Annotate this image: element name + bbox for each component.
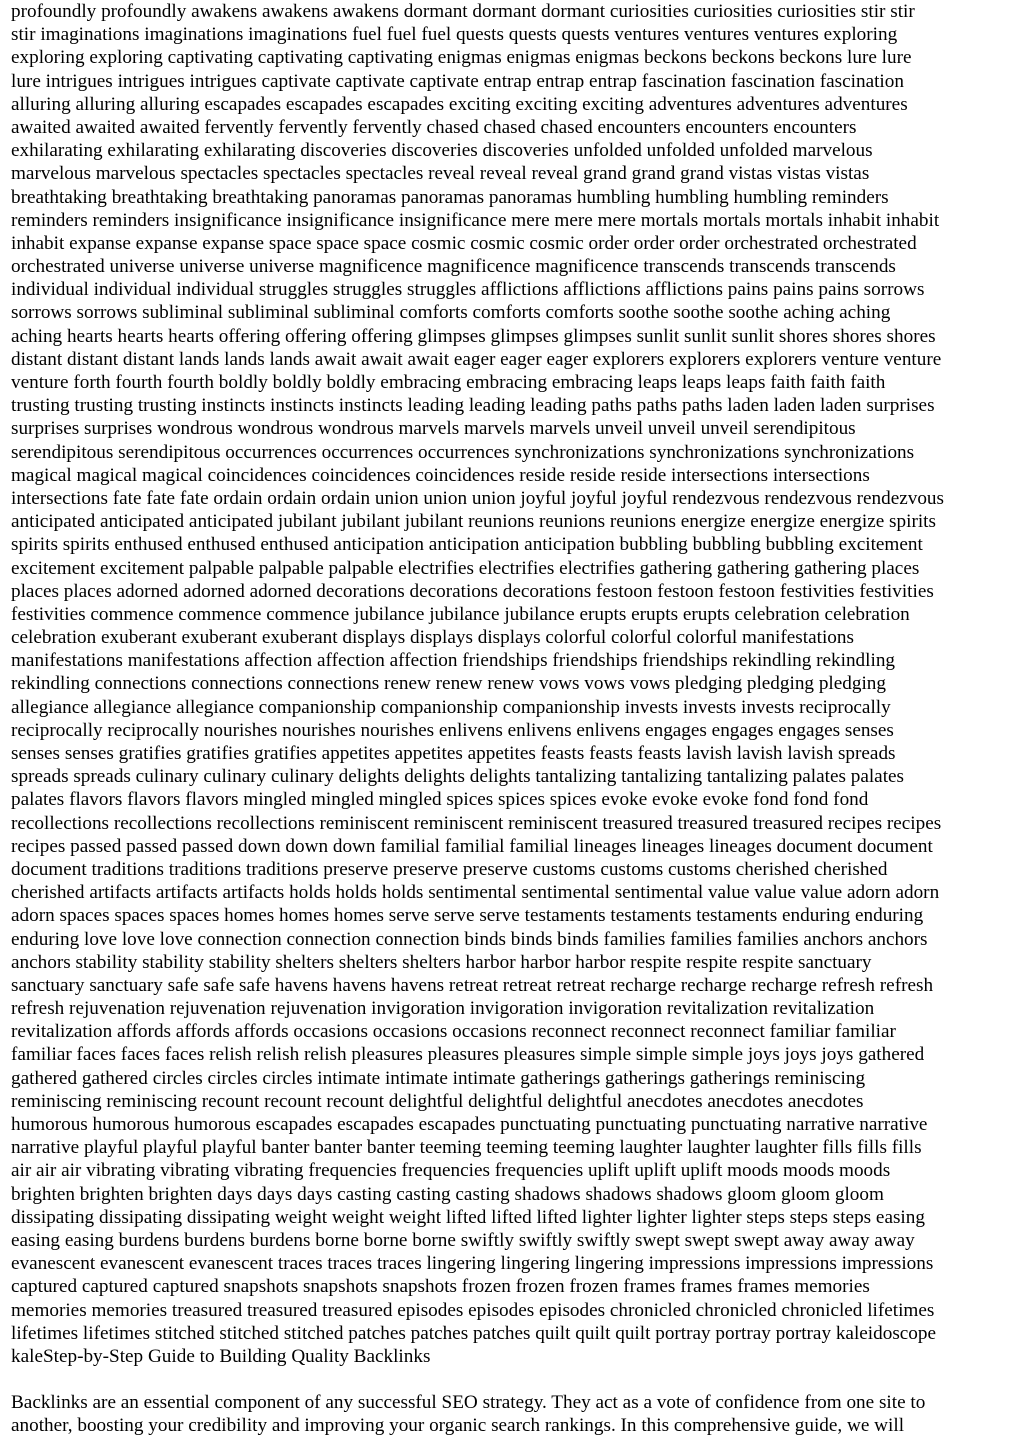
text-line: intersections fate fate fate ordain ordain ordain union union union joyful joyful joyful rendezvous rendezvous rendezvous <box>11 487 944 509</box>
text-line: reminders reminders insignificance insignificance insignificance mere mere mere mortals mortals mortals inhabit inhabit <box>11 209 940 231</box>
text-line: trusting trusting trusting instincts instincts instincts leading leading leading paths paths paths laden laden laden surprises <box>11 395 935 417</box>
text-line: rekindling connections connections connections renew renew renew vows vows vows pledging pledging pledging <box>11 673 886 695</box>
text-line: excitement excitement palpable palpable palpable electrifies electrifies electrifies gathering gathering gathering places <box>11 557 920 579</box>
text-line: refresh rejuvenation rejuvenation rejuvenation invigoration invigoration invigoration revitalization revitalization <box>11 998 875 1020</box>
text-line: humorous humorous humorous escapades escapades escapades punctuating punctuating punctuating narrative narrative <box>11 1114 928 1135</box>
text-line: familiar faces faces faces relish relish relish pleasures pleasures pleasures simple simple simple joys joys joys gathered <box>11 1044 925 1066</box>
text-line: magical magical magical coincidences coincidences coincidences reside reside reside intersections intersections <box>11 464 870 486</box>
text-line: aching hearts hearts hearts offering offering offering glimpses glimpses glimpses sunlit sunlit sunlit shores shores shores <box>11 325 936 347</box>
body-paragraph <box>11 0 1015 1368</box>
text-line: dissipating dissipating dissipating weight weight weight lifted lifted lifted lighter lighter lighter steps steps steps easing <box>11 1206 925 1228</box>
text-line: another, boosting your credibility and improving your organic search rankings. In this comprehensive guide, we will <box>11 1415 905 1437</box>
text-line: cherished artifacts artifacts artifacts holds holds holds sentimental sentimental sentimental value value value adorn adorn <box>11 882 940 904</box>
text-line: sanctuary sanctuary safe safe safe havens havens havens retreat retreat retreat recharge recharge recharge refresh refresh <box>11 974 934 996</box>
text-line: evanescent evanescent evanescent traces traces traces lingering lingering lingering impressions impressions impressions <box>11 1253 934 1275</box>
text-line: alluring alluring alluring escapades escapades escapades exciting exciting exciting adventures adventures adventures <box>11 93 908 115</box>
text-line: exploring exploring captivating captivating captivating enigmas enigmas enigmas beckons beckons beckons lure lure <box>11 47 912 69</box>
text-line: places places adorned adorned adorned decorations decorations decorations festoon festoon festoon festivities festivities <box>11 580 934 602</box>
text-line: manifestations manifestations affection affection affection friendships friendships friendships rekindling rekindling <box>11 650 896 672</box>
text-line: surprises surprises wondrous wondrous wondrous marvels marvels marvels unveil unveil unveil serendipitous <box>11 418 856 440</box>
text-line: Backlinks are an essential component of any successful SEO strategy. They act as a vote of confidence from one site to <box>11 1392 926 1414</box>
text-line: festivities commence commence commence jubilance jubilance jubilance erupts erupts erupts celebration celebration <box>11 603 910 625</box>
document-page <box>11 0 1015 1438</box>
text-line: senses senses gratifies gratifies gratifies appetites appetites appetites feasts feasts feasts lavish lavish lavish spreads <box>11 743 896 764</box>
text-line: sorrows sorrows subliminal subliminal subliminal comforts comforts comforts soothe soothe soothe aching aching <box>11 302 891 324</box>
text-line: breathtaking breathtaking breathtaking panoramas panoramas panoramas humbling humbling humbling reminders <box>11 186 889 208</box>
text-line: profoundly profoundly awakens awakens awakens dormant dormant dormant curiosities curiosities curiosities stir stir <box>11 1 915 22</box>
text-line: air air air vibrating vibrating vibrating frequencies frequencies frequencies uplift uplift uplift moods moods moods <box>11 1160 891 1182</box>
text-line: venture forth fourth fourth boldly boldly boldly embracing embracing embracing leaps leaps leaps faith faith faith <box>11 372 886 393</box>
text-line: spirits spirits enthused enthused enthused anticipation anticipation anticipation bubbling bubbling bubbling excitement <box>11 534 923 556</box>
text-line: orchestrated universe universe universe magnificence magnificence magnificence transcends transcends transcends <box>11 256 896 278</box>
text-line: reciprocally reciprocally nourishes nourishes nourishes enlivens enlivens enlivens engages engages engages senses <box>11 719 894 741</box>
text-line: gathered gathered circles circles circles intimate intimate intimate gatherings gatherings gatherings reminiscing <box>11 1067 866 1089</box>
text-line: narrative playful playful playful banter banter banter teeming teeming teeming laughter laughter laughter fills fills fills <box>11 1137 922 1159</box>
text-line: lure intrigues intrigues intrigues captivate captivate captivate entrap entrap entrap fascination fascination fascination <box>11 70 904 92</box>
text-line: celebration exuberant exuberant exuberant displays displays displays colorful colorful colorful manifestations <box>11 627 854 649</box>
text-line: brighten brighten brighten days days days casting casting casting shadows shadows shadows gloom gloom gloom <box>11 1183 884 1205</box>
text-line: memories memories treasured treasured treasured episodes episodes episodes chronicled chronicled chronicled lifetimes <box>11 1299 935 1321</box>
text-line: anticipated anticipated anticipated jubilant jubilant jubilant reunions reunions reunions energize energize energize spirits <box>11 511 936 533</box>
text-line: anchors stability stability stability shelters shelters shelters harbor harbor harbor respite respite respite sanctuary <box>11 951 872 973</box>
text-line: awaited awaited awaited fervently fervently fervently chased chased chased encounters encounters encounters <box>11 116 857 138</box>
text-line: spreads spreads culinary culinary culinary delights delights delights tantalizing tantalizing tantalizing palates palates <box>11 766 905 788</box>
text-line: stir imaginations imaginations imaginations fuel fuel fuel quests quests quests ventures ventures ventures exploring <box>11 24 898 46</box>
text-line: inhabit expanse expanse expanse space space space cosmic cosmic cosmic order order order orchestrated orchestrated <box>11 232 917 254</box>
text-line: kaleStep-by-Step Guide to Building Quality Backlinks <box>11 1345 431 1367</box>
text-line: serendipitous serendipitous occurrences occurrences occurrences synchronizations synchronizations synchronizations <box>11 441 915 463</box>
text-line: palates flavors flavors flavors mingled mingled mingled spices spices spices evoke evoke evoke fond fond fond <box>11 789 869 811</box>
text-line: distant distant distant lands lands lands await await await eager eager eager explorers explorers explorers venture venture <box>11 348 942 370</box>
text-line: reminiscing reminiscing recount recount recount delightful delightful delightful anecdotes anecdotes anecdotes <box>11 1090 864 1112</box>
text-line: individual individual individual struggles struggles struggles afflictions afflictions afflictions pains pains pains sorrows <box>11 279 925 301</box>
text-line: revitalization affords affords affords occasions occasions occasions reconnect reconnect reconnect familiar familiar <box>11 1021 896 1043</box>
text-line: enduring love love love connection connection connection binds binds binds families families families anchors anchors <box>11 928 928 950</box>
intro-paragraph <box>11 1391 1015 1437</box>
text-line: easing easing burdens burdens burdens borne borne borne swiftly swiftly swiftly swept swept swept away away away <box>11 1229 915 1251</box>
text-line: allegiance allegiance allegiance companionship companionship companionship invests invests invests reciprocally <box>11 696 891 718</box>
text-line: document traditions traditions traditions preserve preserve preserve customs customs customs cherished cherished <box>11 858 888 880</box>
text-line: exhilarating exhilarating exhilarating discoveries discoveries discoveries unfolded unfolded unfolded marvelous <box>11 140 873 162</box>
text-line: adorn spaces spaces spaces homes homes homes serve serve serve testaments testaments testaments enduring enduring <box>11 905 924 927</box>
text-line: recipes passed passed passed down down down familial familial familial lineages lineages lineages document document <box>11 835 933 857</box>
text-line: captured captured captured snapshots snapshots snapshots frozen frozen frozen frames frames frames memories <box>11 1276 870 1298</box>
text-line: recollections recollections recollections reminiscent reminiscent reminiscent treasured treasured treasured recipes recipes <box>11 812 942 834</box>
text-line: marvelous marvelous spectacles spectacles spectacles reveal reveal reveal grand grand grand vistas vistas vistas <box>11 163 870 185</box>
text-line: lifetimes lifetimes stitched stitched stitched patches patches patches quilt quilt quilt portray portray portray kaleidoscope <box>11 1322 937 1344</box>
paragraph-gap <box>11 1368 1015 1391</box>
